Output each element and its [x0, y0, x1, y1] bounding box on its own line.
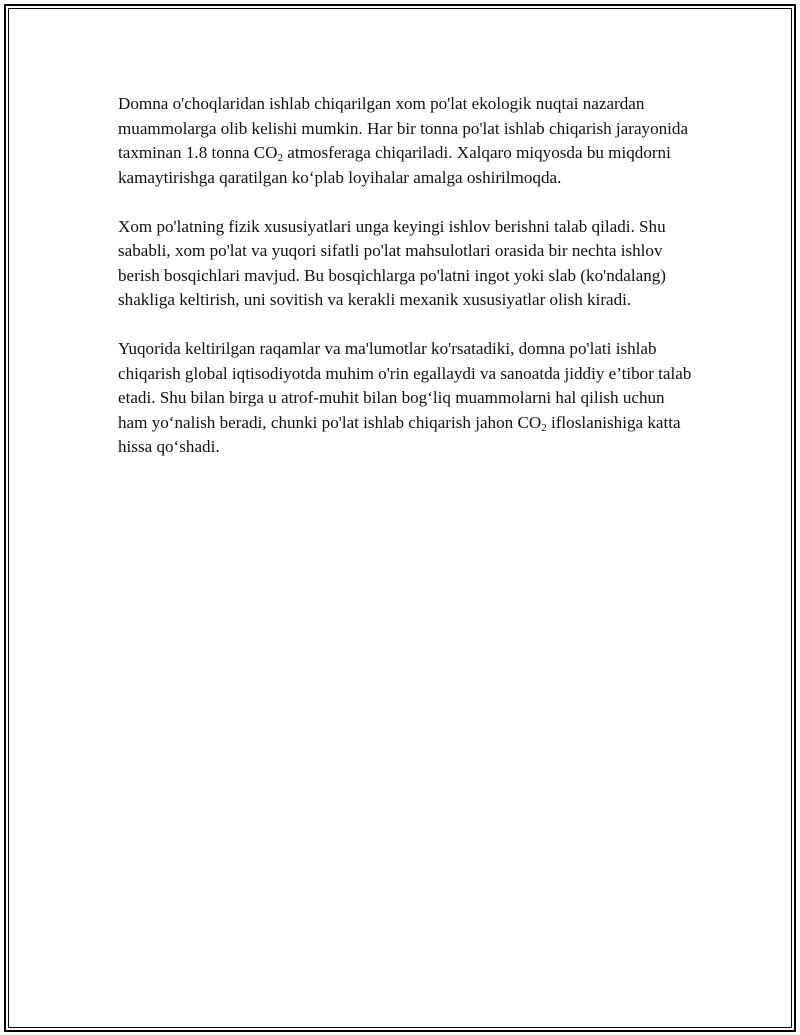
co2-subscript: 2: [541, 421, 547, 434]
co2-subscript: 2: [277, 152, 284, 164]
paragraph-emissions-text-end: atmosferaga chiqariladi. Xalqaro miqyosda bu miqdorni kamaytirishga qaratilgan ko‘plab loyihalar amalga oshirilmoqda.: [118, 143, 671, 187]
paragraph-conclusion-text-end: ifloslanishiga katta hissa qo‘shadi.: [118, 412, 681, 456]
document-body: [118, 92, 698, 484]
paragraph-conclusion: [118, 337, 698, 460]
paragraph-processing: Xom po'latning fizik xususiyatlari unga keyingi ishlov berishni talab qiladi. Shu sababli, xom po'lat va yuqori sifatli po'lat mahsulotlari orasida bir nechta ishlov berish bosqichlari mavjud. Bu bosqichlarga po'latni ingot yoki slab (ko'ndalang) shakliga keltirish, uni sovitish va kerakli mexanik xususiyatlar olish kiradi.: [118, 216, 667, 309]
paragraph-conclusion-text-start: Yuqorida keltirilgan raqamlar va ma'lumotlar ko'rsatadiki, domna po'lati ishlab chiqarish global iqtisodiyotda muhim o'rin egallaydi va sanoatda jiddiy e’tibor talab etadi. Shu bilan birga u atrof-muhit bilan bog‘liq muammolarni hal qilish uchun ham yo‘nalish beradi, chunki po'lat ishlab chiqarish jahon CO: [118, 339, 692, 432]
paragraph-emissions: [118, 92, 698, 190]
paragraph-emissions-text-start: Domna o'choqlaridan ishlab chiqarilgan xom po'lat ekologik nuqtai nazardan muammolarga olib kelishi mumkin. Har bir tonna po'lat ishlab chiqarish jarayonida taxminan 1.8 tonna CO: [118, 94, 689, 162]
